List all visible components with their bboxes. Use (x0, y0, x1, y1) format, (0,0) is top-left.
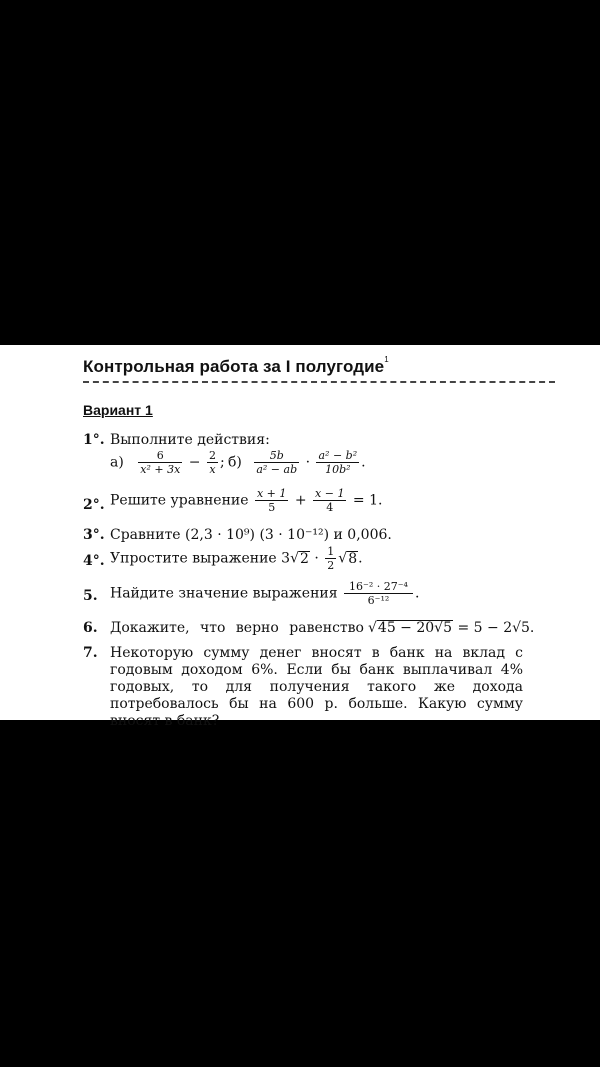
numerator: x + 1 (256, 487, 287, 500)
problem-7-number: 7. (83, 645, 98, 661)
radical-sign: √ (368, 620, 377, 636)
operator: · (305, 454, 311, 471)
problem-1-part-b (228, 449, 366, 476)
problem-6-text: Докажите, что верно равенство (110, 620, 364, 636)
footnote-mark: 1 (384, 355, 389, 364)
equation-rhs: = 1. (352, 492, 383, 509)
fraction (316, 449, 359, 476)
denominator: a² − ab (256, 463, 298, 476)
operator: + (294, 492, 307, 509)
part-a-label: а) (110, 454, 124, 471)
fraction (255, 487, 288, 514)
numerator: x − 1 (315, 487, 345, 500)
numerator: 16⁻² · 27⁻⁴ (344, 580, 413, 594)
coefficient: 3 (281, 550, 291, 567)
radical-sign: √ (290, 550, 299, 567)
part-b-label: б) (228, 454, 242, 471)
page-title (83, 357, 389, 377)
denominator: 6⁻¹² (367, 594, 390, 607)
denominator: 5 (268, 501, 276, 514)
radicand: 2 (299, 550, 309, 567)
problem-4-line (110, 545, 363, 572)
punctuation: . (358, 550, 363, 567)
punctuation: . (414, 585, 420, 602)
problem-1-text: Выполните действия: (110, 432, 270, 448)
radical-sign: √ (338, 550, 348, 567)
variant-heading: Вариант 1 (83, 402, 153, 418)
title-text: Контрольная работа за I полугодие (83, 357, 385, 376)
numerator: 1 (327, 545, 335, 558)
fraction (313, 487, 346, 514)
fraction (325, 545, 336, 572)
denominator: x² + 3x (140, 463, 181, 476)
problem-6-expr (368, 620, 534, 636)
punctuation: ; (219, 454, 225, 471)
problem-3-number: 3°. (83, 527, 105, 543)
problem-6-number: 6. (83, 620, 98, 636)
problem-4-text: Упростите выражение (110, 550, 277, 567)
problem-3-text: Сравните (2,3 · 10⁹) (3 · 10⁻¹²) и 0,006. (110, 527, 392, 543)
problem-4-number: 4°. (83, 553, 105, 569)
problem-5-text: Найдите значение выражения (110, 585, 338, 602)
numerator: a² − b² (318, 449, 358, 462)
numerator: 5b (254, 449, 299, 463)
punctuation: . (361, 454, 366, 471)
operator: · (314, 550, 319, 567)
denominator: 10b² (325, 463, 351, 476)
radicand: 8 (348, 550, 358, 567)
title-divider (83, 381, 555, 383)
worksheet-page (0, 345, 600, 729)
numerator: 6 (138, 449, 182, 463)
radicand: 45 − 20√5 (377, 620, 453, 636)
problem-5-line (110, 580, 419, 607)
denominator: 4 (326, 501, 334, 514)
problem-2-line (110, 487, 382, 514)
problem-2-text: Решите уравнение (110, 492, 249, 509)
numerator: 2 (208, 449, 216, 462)
denominator: x (209, 463, 216, 476)
fraction (207, 449, 218, 476)
problem-5-number: 5. (83, 588, 98, 604)
fraction (344, 580, 413, 607)
problem-2-number: 2°. (83, 497, 105, 513)
problem-1-number: 1°. (83, 432, 105, 448)
problem-7-text: Некоторую сумму денег вносят в банк на вклад с годовым доходом 6%. Если бы банк выплачивал 4% годовых, то для получения такого же дохода потребовалось бы на 600 р. больше. Какую сумму вносят в банк? (110, 645, 523, 729)
equation-rhs: = 5 − 2√5. (457, 620, 535, 636)
fraction (138, 449, 182, 476)
fraction (254, 449, 299, 476)
problem-1-part-a (110, 449, 225, 476)
operator: − (188, 454, 201, 471)
denominator: 2 (327, 559, 335, 572)
